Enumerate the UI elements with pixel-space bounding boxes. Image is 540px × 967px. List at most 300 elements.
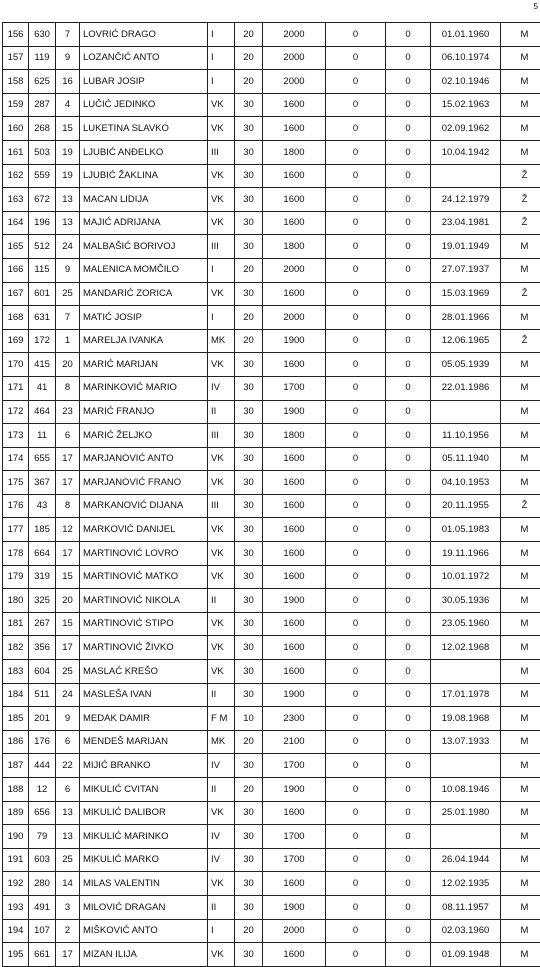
table-cell-date <box>431 825 501 849</box>
table-cell-c6: 1900 <box>263 400 326 424</box>
table-cell-id: 172 <box>29 329 56 353</box>
table-cell-id: 356 <box>29 636 56 660</box>
table-row <box>3 376 540 400</box>
table-cell-sex: M <box>501 754 540 778</box>
table-cell-name: MARTINOVIĆ NIKOLA <box>80 589 208 613</box>
table-cell-n: 24 <box>56 683 80 707</box>
table-cell-n: 2 <box>56 919 80 943</box>
table-cell-c5: 20 <box>235 778 263 802</box>
table-cell-c8: 0 <box>386 612 431 636</box>
table-cell-c5: 30 <box>235 140 263 164</box>
table-cell-name: MARJANOVIĆ ANTO <box>80 447 208 471</box>
table-cell-c7: 0 <box>326 660 386 684</box>
table-cell-c6: 1600 <box>263 636 326 660</box>
table-cell-sex: M <box>501 93 540 117</box>
table-cell-id: 664 <box>29 542 56 566</box>
table-cell-c6: 1600 <box>263 518 326 542</box>
table-cell-no: 190 <box>3 825 29 849</box>
table-cell-c5: 10 <box>235 707 263 731</box>
table-cell-c5: 30 <box>235 565 263 589</box>
table-cell-c5: 30 <box>235 93 263 117</box>
table-cell-c5: 30 <box>235 589 263 613</box>
table-cell-c7: 0 <box>326 400 386 424</box>
table-cell-c6: 1800 <box>263 235 326 259</box>
table-cell-c7: 0 <box>326 353 386 377</box>
table-cell-c8: 0 <box>386 754 431 778</box>
table-cell-id: 185 <box>29 518 56 542</box>
table-cell-no: 185 <box>3 707 29 731</box>
table-cell-cat: VK <box>208 447 235 471</box>
table-cell-name: MARKOVIĆ DANIJEL <box>80 518 208 542</box>
table-cell-cat: F M <box>208 707 235 731</box>
table-row <box>3 660 540 684</box>
table-cell-n: 6 <box>56 424 80 448</box>
table-row <box>3 46 540 70</box>
table-cell-n: 8 <box>56 494 80 518</box>
table-cell-c5: 30 <box>235 353 263 377</box>
table-cell-name: LOZANČIĆ ANTO <box>80 46 208 70</box>
table-cell-c7: 0 <box>326 46 386 70</box>
table-cell-sex: M <box>501 872 540 896</box>
table-cell-date: 01.01.1960 <box>431 23 501 47</box>
table-row <box>3 70 540 94</box>
table-cell-c6: 1600 <box>263 282 326 306</box>
table-cell-c7: 0 <box>326 471 386 495</box>
table-cell-no: 169 <box>3 329 29 353</box>
table-row <box>3 447 540 471</box>
table-cell-n: 19 <box>56 164 80 188</box>
table-cell-name: LUKETINA SLAVKO <box>80 117 208 141</box>
table-cell-sex: M <box>501 636 540 660</box>
table-cell-name: MIKULIĆ MARINKO <box>80 825 208 849</box>
table-cell-c7: 0 <box>326 825 386 849</box>
table-cell-id: 319 <box>29 565 56 589</box>
table-cell-cat: I <box>208 46 235 70</box>
table-cell-no: 162 <box>3 164 29 188</box>
table-cell-c7: 0 <box>326 919 386 943</box>
table-cell-cat: VK <box>208 164 235 188</box>
table-cell-cat: VK <box>208 872 235 896</box>
table-cell-c7: 0 <box>326 589 386 613</box>
data-table <box>2 22 540 967</box>
table-cell-cat: VK <box>208 612 235 636</box>
table-cell-date: 11.10.1956 <box>431 424 501 448</box>
table-cell-date: 10.04.1942 <box>431 140 501 164</box>
table-row <box>3 943 540 967</box>
table-cell-c5: 20 <box>235 70 263 94</box>
table-row <box>3 919 540 943</box>
table-cell-cat: III <box>208 424 235 448</box>
table-cell-c5: 20 <box>235 258 263 282</box>
table-cell-date: 02.09.1962 <box>431 117 501 141</box>
table-cell-no: 179 <box>3 565 29 589</box>
table-cell-name: MARIĆ ŽELJKO <box>80 424 208 448</box>
table-cell-n: 13 <box>56 188 80 212</box>
table-cell-c7: 0 <box>326 848 386 872</box>
table-cell-sex: M <box>501 23 540 47</box>
table-cell-sex: M <box>501 542 540 566</box>
table-cell-name: LJUBIĆ ŽAKLINA <box>80 164 208 188</box>
table-cell-c7: 0 <box>326 895 386 919</box>
table-cell-name: LUČIĆ JEDINKO <box>80 93 208 117</box>
table-cell-sex: Ž <box>501 494 540 518</box>
table-cell-no: 156 <box>3 23 29 47</box>
table-cell-date: 04.10.1953 <box>431 471 501 495</box>
table-cell-cat: I <box>208 306 235 330</box>
table-cell-c8: 0 <box>386 707 431 731</box>
table-cell-cat: MK <box>208 329 235 353</box>
table-cell-id: 201 <box>29 707 56 731</box>
table-cell-cat: I <box>208 919 235 943</box>
table-cell-cat: II <box>208 589 235 613</box>
table-cell-sex: M <box>501 730 540 754</box>
table-cell-no: 172 <box>3 400 29 424</box>
table-row <box>3 258 540 282</box>
table-cell-name: MARJANOVIĆ FRANO <box>80 471 208 495</box>
table-row <box>3 471 540 495</box>
table-cell-n: 25 <box>56 660 80 684</box>
table-cell-c5: 30 <box>235 235 263 259</box>
table-cell-c8: 0 <box>386 730 431 754</box>
table-cell-date: 24.12.1979 <box>431 188 501 212</box>
table-cell-sex: M <box>501 424 540 448</box>
table-cell-name: MILAS VALENTIN <box>80 872 208 896</box>
table-cell-c6: 1600 <box>263 612 326 636</box>
table-cell-name: MILOVIĆ DRAGAN <box>80 895 208 919</box>
table-cell-date: 08.11.1957 <box>431 895 501 919</box>
table-cell-no: 188 <box>3 778 29 802</box>
table-row <box>3 424 540 448</box>
table-cell-c7: 0 <box>326 70 386 94</box>
table-cell-c8: 0 <box>386 518 431 542</box>
table-cell-cat: II <box>208 895 235 919</box>
table-cell-c5: 30 <box>235 494 263 518</box>
table-cell-c5: 30 <box>235 471 263 495</box>
table-cell-c7: 0 <box>326 447 386 471</box>
table-cell-c8: 0 <box>386 46 431 70</box>
table-cell-id: 415 <box>29 353 56 377</box>
table-cell-cat: VK <box>208 636 235 660</box>
table-cell-c6: 1600 <box>263 801 326 825</box>
table-cell-id: 656 <box>29 801 56 825</box>
table-cell-n: 7 <box>56 23 80 47</box>
table-cell-c8: 0 <box>386 872 431 896</box>
table-cell-id: 604 <box>29 660 56 684</box>
table-cell-name: MEDAK DAMIR <box>80 707 208 731</box>
table-cell-sex: M <box>501 518 540 542</box>
table-cell-c7: 0 <box>326 306 386 330</box>
table-cell-date: 10.01.1972 <box>431 565 501 589</box>
table-cell-c8: 0 <box>386 542 431 566</box>
table-cell-date: 23.04.1981 <box>431 211 501 235</box>
table-cell-c8: 0 <box>386 23 431 47</box>
table-cell-date: 30.05.1936 <box>431 589 501 613</box>
table-cell-id: 625 <box>29 70 56 94</box>
table-cell-cat: III <box>208 494 235 518</box>
table-cell-name: MARELJA IVANKA <box>80 329 208 353</box>
table-cell-c6: 1600 <box>263 447 326 471</box>
table-cell-id: 107 <box>29 919 56 943</box>
table-cell-n: 22 <box>56 754 80 778</box>
table-cell-c8: 0 <box>386 258 431 282</box>
table-cell-c7: 0 <box>326 164 386 188</box>
table-cell-c8: 0 <box>386 636 431 660</box>
table-cell-no: 194 <box>3 919 29 943</box>
table-cell-c7: 0 <box>326 778 386 802</box>
table-cell-c5: 30 <box>235 400 263 424</box>
table-cell-n: 7 <box>56 306 80 330</box>
table-cell-c7: 0 <box>326 943 386 967</box>
table-cell-c6: 1900 <box>263 329 326 353</box>
table-cell-n: 20 <box>56 589 80 613</box>
table-cell-c6: 1900 <box>263 683 326 707</box>
table-row <box>3 329 540 353</box>
table-cell-no: 168 <box>3 306 29 330</box>
table-cell-c8: 0 <box>386 424 431 448</box>
table-cell-no: 171 <box>3 376 29 400</box>
table-cell-no: 189 <box>3 801 29 825</box>
table-cell-sex: M <box>501 778 540 802</box>
table-cell-c8: 0 <box>386 589 431 613</box>
table-cell-c7: 0 <box>326 282 386 306</box>
table-cell-date: 20.11.1955 <box>431 494 501 518</box>
table-cell-name: LOVRIĆ DRAGO <box>80 23 208 47</box>
table-cell-date: 28.01.1966 <box>431 306 501 330</box>
table-cell-cat: II <box>208 400 235 424</box>
table-cell-c8: 0 <box>386 353 431 377</box>
table-cell-name: LJUBIĆ ANĐELKO <box>80 140 208 164</box>
table-cell-no: 191 <box>3 848 29 872</box>
table-cell-c8: 0 <box>386 471 431 495</box>
table-cell-name: MALENICA MOMČILO <box>80 258 208 282</box>
table-cell-c8: 0 <box>386 140 431 164</box>
table-cell-cat: IV <box>208 754 235 778</box>
table-cell-id: 512 <box>29 235 56 259</box>
table-cell-id: 280 <box>29 872 56 896</box>
table-cell-id: 12 <box>29 778 56 802</box>
table-row <box>3 518 540 542</box>
table-cell-id: 119 <box>29 46 56 70</box>
table-cell-date: 02.10.1946 <box>431 70 501 94</box>
table-cell-cat: VK <box>208 282 235 306</box>
table-cell-sex: M <box>501 471 540 495</box>
table-cell-sex: M <box>501 848 540 872</box>
table-cell-c6: 1600 <box>263 164 326 188</box>
table-cell-c7: 0 <box>326 801 386 825</box>
table-cell-c7: 0 <box>326 612 386 636</box>
table-cell-date: 05.05.1939 <box>431 353 501 377</box>
table-cell-name: MARTINOVIĆ ŽIVKO <box>80 636 208 660</box>
table-cell-n: 13 <box>56 211 80 235</box>
table-cell-c5: 30 <box>235 164 263 188</box>
table-cell-name: MARIĆ FRANJO <box>80 400 208 424</box>
table-cell-c7: 0 <box>326 211 386 235</box>
table-cell-name: MALBAŠIĆ BORIVOJ <box>80 235 208 259</box>
table-cell-date: 12.02.1968 <box>431 636 501 660</box>
table-cell-c6: 1600 <box>263 117 326 141</box>
table-cell-c7: 0 <box>326 754 386 778</box>
table-cell-no: 181 <box>3 612 29 636</box>
table-cell-no: 175 <box>3 471 29 495</box>
table-cell-c7: 0 <box>326 235 386 259</box>
table-cell-c7: 0 <box>326 188 386 212</box>
table-cell-sex: M <box>501 565 540 589</box>
table-cell-c5: 30 <box>235 518 263 542</box>
table-cell-date: 05.11.1940 <box>431 447 501 471</box>
table-cell-sex: M <box>501 801 540 825</box>
table-cell-c6: 1700 <box>263 825 326 849</box>
table-cell-c7: 0 <box>326 565 386 589</box>
table-cell-c8: 0 <box>386 683 431 707</box>
table-cell-c8: 0 <box>386 117 431 141</box>
table-cell-c8: 0 <box>386 376 431 400</box>
table-cell-n: 13 <box>56 825 80 849</box>
table-cell-c8: 0 <box>386 164 431 188</box>
table-cell-cat: VK <box>208 565 235 589</box>
table-cell-c8: 0 <box>386 188 431 212</box>
table-cell-c8: 0 <box>386 70 431 94</box>
table-cell-n: 15 <box>56 612 80 636</box>
table-cell-n: 6 <box>56 778 80 802</box>
table-cell-n: 25 <box>56 282 80 306</box>
table-cell-c5: 30 <box>235 636 263 660</box>
table-cell-sex: Ž <box>501 211 540 235</box>
table-cell-cat: VK <box>208 660 235 684</box>
table-cell-id: 115 <box>29 258 56 282</box>
table-cell-no: 158 <box>3 70 29 94</box>
table-cell-sex: M <box>501 306 540 330</box>
table-cell-name: MATIĆ JOSIP <box>80 306 208 330</box>
table-cell-date <box>431 400 501 424</box>
table-cell-c6: 2000 <box>263 306 326 330</box>
table-cell-date: 12.06.1965 <box>431 329 501 353</box>
table-cell-c8: 0 <box>386 93 431 117</box>
table-cell-c5: 30 <box>235 848 263 872</box>
table-cell-id: 367 <box>29 471 56 495</box>
table-cell-n: 24 <box>56 235 80 259</box>
table-row <box>3 895 540 919</box>
table-cell-c6: 1600 <box>263 494 326 518</box>
table-cell-c8: 0 <box>386 400 431 424</box>
table-cell-c7: 0 <box>326 730 386 754</box>
table-row <box>3 542 540 566</box>
table-cell-c8: 0 <box>386 329 431 353</box>
table-cell-sex: M <box>501 46 540 70</box>
table-cell-c7: 0 <box>326 683 386 707</box>
table-row <box>3 730 540 754</box>
table-cell-c5: 30 <box>235 660 263 684</box>
table-row <box>3 117 540 141</box>
table-cell-c7: 0 <box>326 872 386 896</box>
table-cell-c5: 30 <box>235 943 263 967</box>
table-cell-date <box>431 660 501 684</box>
table-cell-n: 9 <box>56 46 80 70</box>
table-cell-c6: 1900 <box>263 895 326 919</box>
table-row <box>3 683 540 707</box>
table-cell-id: 601 <box>29 282 56 306</box>
table-row <box>3 707 540 731</box>
table-cell-c8: 0 <box>386 494 431 518</box>
table-cell-date: 19.01.1949 <box>431 235 501 259</box>
table-cell-sex: M <box>501 353 540 377</box>
table-cell-cat: VK <box>208 353 235 377</box>
table-cell-sex: Ž <box>501 282 540 306</box>
table-cell-c7: 0 <box>326 93 386 117</box>
table-cell-sex: M <box>501 825 540 849</box>
table-cell-name: MARKANOVIĆ DIJANA <box>80 494 208 518</box>
table-cell-cat: II <box>208 683 235 707</box>
table-row <box>3 164 540 188</box>
table-cell-n: 8 <box>56 376 80 400</box>
table-cell-c6: 2000 <box>263 23 326 47</box>
table-cell-c6: 1700 <box>263 376 326 400</box>
table-cell-c7: 0 <box>326 424 386 448</box>
table-cell-no: 167 <box>3 282 29 306</box>
table-cell-cat: III <box>208 235 235 259</box>
table-cell-name: MASLAĆ KREŠO <box>80 660 208 684</box>
table-cell-no: 166 <box>3 258 29 282</box>
table-cell-no: 161 <box>3 140 29 164</box>
table-cell-id: 196 <box>29 211 56 235</box>
table-cell-name: MIKULIĆ CVITAN <box>80 778 208 802</box>
table-cell-c6: 1600 <box>263 471 326 495</box>
table-cell-id: 603 <box>29 848 56 872</box>
table-cell-date: 01.09.1948 <box>431 943 501 967</box>
table-cell-c5: 30 <box>235 211 263 235</box>
table-cell-sex: Ž <box>501 164 540 188</box>
table-cell-c5: 30 <box>235 424 263 448</box>
table-cell-c5: 30 <box>235 895 263 919</box>
table-cell-c6: 1900 <box>263 589 326 613</box>
table-row <box>3 589 540 613</box>
table-row <box>3 612 540 636</box>
table-cell-n: 25 <box>56 848 80 872</box>
table-cell-c8: 0 <box>386 943 431 967</box>
table-cell-date: 25.01.1980 <box>431 801 501 825</box>
table-row <box>3 825 540 849</box>
table-cell-date: 22.01.1986 <box>431 376 501 400</box>
table-cell-date: 02.03.1960 <box>431 919 501 943</box>
table-cell-c7: 0 <box>326 494 386 518</box>
table-cell-c6: 1900 <box>263 778 326 802</box>
table-row <box>3 140 540 164</box>
table-row <box>3 778 540 802</box>
table-cell-c6: 1800 <box>263 140 326 164</box>
table-cell-no: 195 <box>3 943 29 967</box>
table-cell-id: 267 <box>29 612 56 636</box>
table-cell-c5: 30 <box>235 282 263 306</box>
table-cell-date: 10.08.1946 <box>431 778 501 802</box>
table-cell-n: 20 <box>56 353 80 377</box>
table-cell-date: 27.07.1937 <box>431 258 501 282</box>
table-cell-sex: M <box>501 683 540 707</box>
table-cell-c6: 1600 <box>263 565 326 589</box>
table-cell-no: 186 <box>3 730 29 754</box>
table-cell-id: 11 <box>29 424 56 448</box>
table-cell-c6: 1600 <box>263 353 326 377</box>
table-cell-c6: 2000 <box>263 70 326 94</box>
table-cell-c6: 1600 <box>263 211 326 235</box>
table-cell-c5: 30 <box>235 872 263 896</box>
table-cell-date: 13.07.1933 <box>431 730 501 754</box>
table-cell-n: 4 <box>56 93 80 117</box>
table-cell-n: 23 <box>56 400 80 424</box>
table-cell-cat: I <box>208 23 235 47</box>
table-row <box>3 211 540 235</box>
table-cell-c5: 30 <box>235 117 263 141</box>
table-cell-sex: M <box>501 258 540 282</box>
table-cell-c6: 2000 <box>263 258 326 282</box>
